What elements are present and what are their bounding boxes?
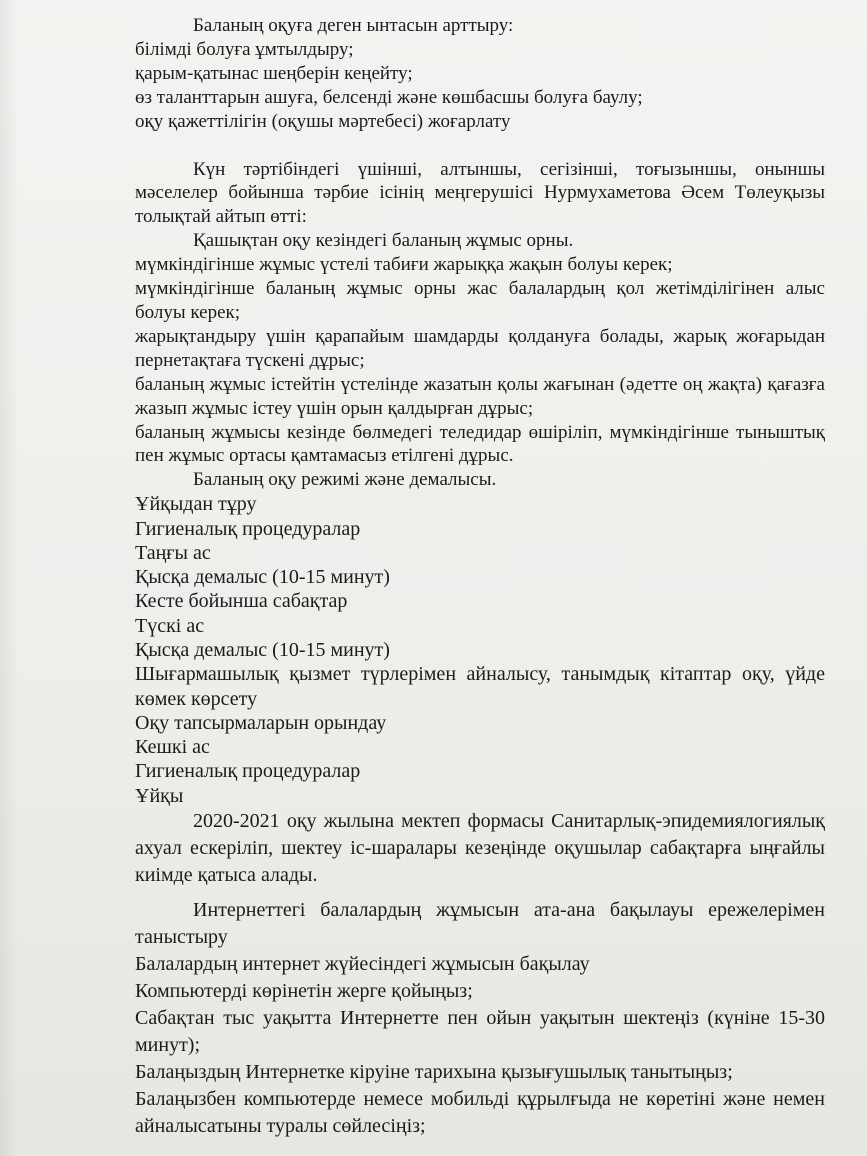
schedule-item: Оқу тапсырмаларын орындау <box>135 711 387 734</box>
paragraph-gap <box>135 134 825 158</box>
internet-item: Балаңыздың Интернетке кіруіне тарихына қызығушылық танытыңыз; <box>135 1061 733 1084</box>
schedule-item: Кесте бойынша сабақтар <box>135 590 348 613</box>
document-body <box>135 14 825 1140</box>
paragraph-gap <box>135 889 825 897</box>
page-shadow <box>0 0 18 1156</box>
internet-item: Компьютерді көрінетін жерге қойыңыз; <box>135 980 473 1003</box>
section1-item: қарым-қатынас шеңберін кеңейту; <box>135 62 413 84</box>
schedule-item: Қысқа демалыс (10-15 минут) <box>135 639 390 661</box>
internet-item: Балалардың интернет жүйесіндегі жұмысын бақылау <box>135 953 590 976</box>
schedule-item: Түскі ас <box>135 614 205 637</box>
schedule-item: Кешкі ас <box>135 736 210 759</box>
internet-item: Балаңызбен компьютерде немесе мобильді құрылғыда не көретіні және немен айналысатыны туралы сөйлесіңіз; <box>135 1088 825 1138</box>
schedule-item: Қысқа демалыс (10-15 минут) <box>135 566 390 589</box>
section5-heading: Интернеттегі балалардың жұмысын ата-ана бақылауы ережелерімен таныстыру <box>135 899 825 949</box>
section2-item: мүмкіндігінше баланың жұмыс орны жас балалардың қол жетімділігінен алыс болуы керек; <box>135 278 825 323</box>
schedule-item: Гигиеналық процедуралар <box>135 760 361 783</box>
schedule-item: Шығармашылық қызмет түрлерімен айналысу, танымдық кітаптар оқу, үйде көмек көрсету <box>135 663 825 710</box>
daily-schedule <box>135 492 825 1140</box>
schedule-item: Гигиеналық процедуралар <box>135 517 361 540</box>
section1-heading: Баланың оқуға деген ынтасын арттыру: <box>193 15 514 36</box>
section2-intro: Күн тәртібіндегі үшінші, алтыншы, сегізінші, тоғызыншы, оныншы мәселелер бойынша тәрбие ісінің меңгерушісі Нурмухаметова Әсем Төлеуқызы толықтай айтып өтті: <box>135 158 825 228</box>
uniform-paragraph: 2020-2021 оқу жылына мектеп формасы Санитарлық-эпидемиялогиялық ахуал ескеріліп, шектеу іс-шаралары кезеңінде оқушылар сабақтарға ыңғайлы киімде қатыса алады. <box>135 810 825 887</box>
section2-heading: Қашықтан оқу кезіндегі баланың жұмыс орны. <box>193 230 574 252</box>
section2-item: баланың жұмыс істейтін үстелінде жазатын қолы жағынан (әдетте оң жақта) қағазға жазып жұмыс істеу үшін орын қалдырған дұрыс; <box>135 373 825 419</box>
section2-item: мүмкіндігінше жұмыс үстелі табиғи жарыққа жақын болуы керек; <box>135 254 673 276</box>
schedule-item: Ұйқы <box>135 784 184 807</box>
schedule-item: Ұйқыдан тұру <box>135 493 257 516</box>
section3-heading: Баланың оқу режимі және демалысы. <box>193 469 497 491</box>
section2-item: жарықтандыру үшін қарапайым шамдарды қолдануға болады, жарық жоғарыдан пернетақтаға түскені дұрыс; <box>135 325 825 371</box>
internet-item: Сабақтан тыс уақытта Интернетте пен ойын уақытын шектеңіз (күніне 15-30 минут); <box>135 1007 825 1057</box>
section1-item: білімді болуға ұмтылдыру; <box>135 38 354 60</box>
section1-item: өз таланттарын ашуға, белсенді және көшбасшы болуға баулу; <box>135 86 643 108</box>
section2-item: баланың жұмысы кезінде бөлмедегі теледидар өшіріліп, мүмкіндігінше тыныштық пен жұмыс ортасы қамтамасыз етілгені дұрыс. <box>135 421 825 467</box>
schedule-item: Таңғы ас <box>135 541 211 564</box>
section1-item: оқу қажеттілігін (оқушы мәртебесі) жоғарлату <box>135 110 511 132</box>
